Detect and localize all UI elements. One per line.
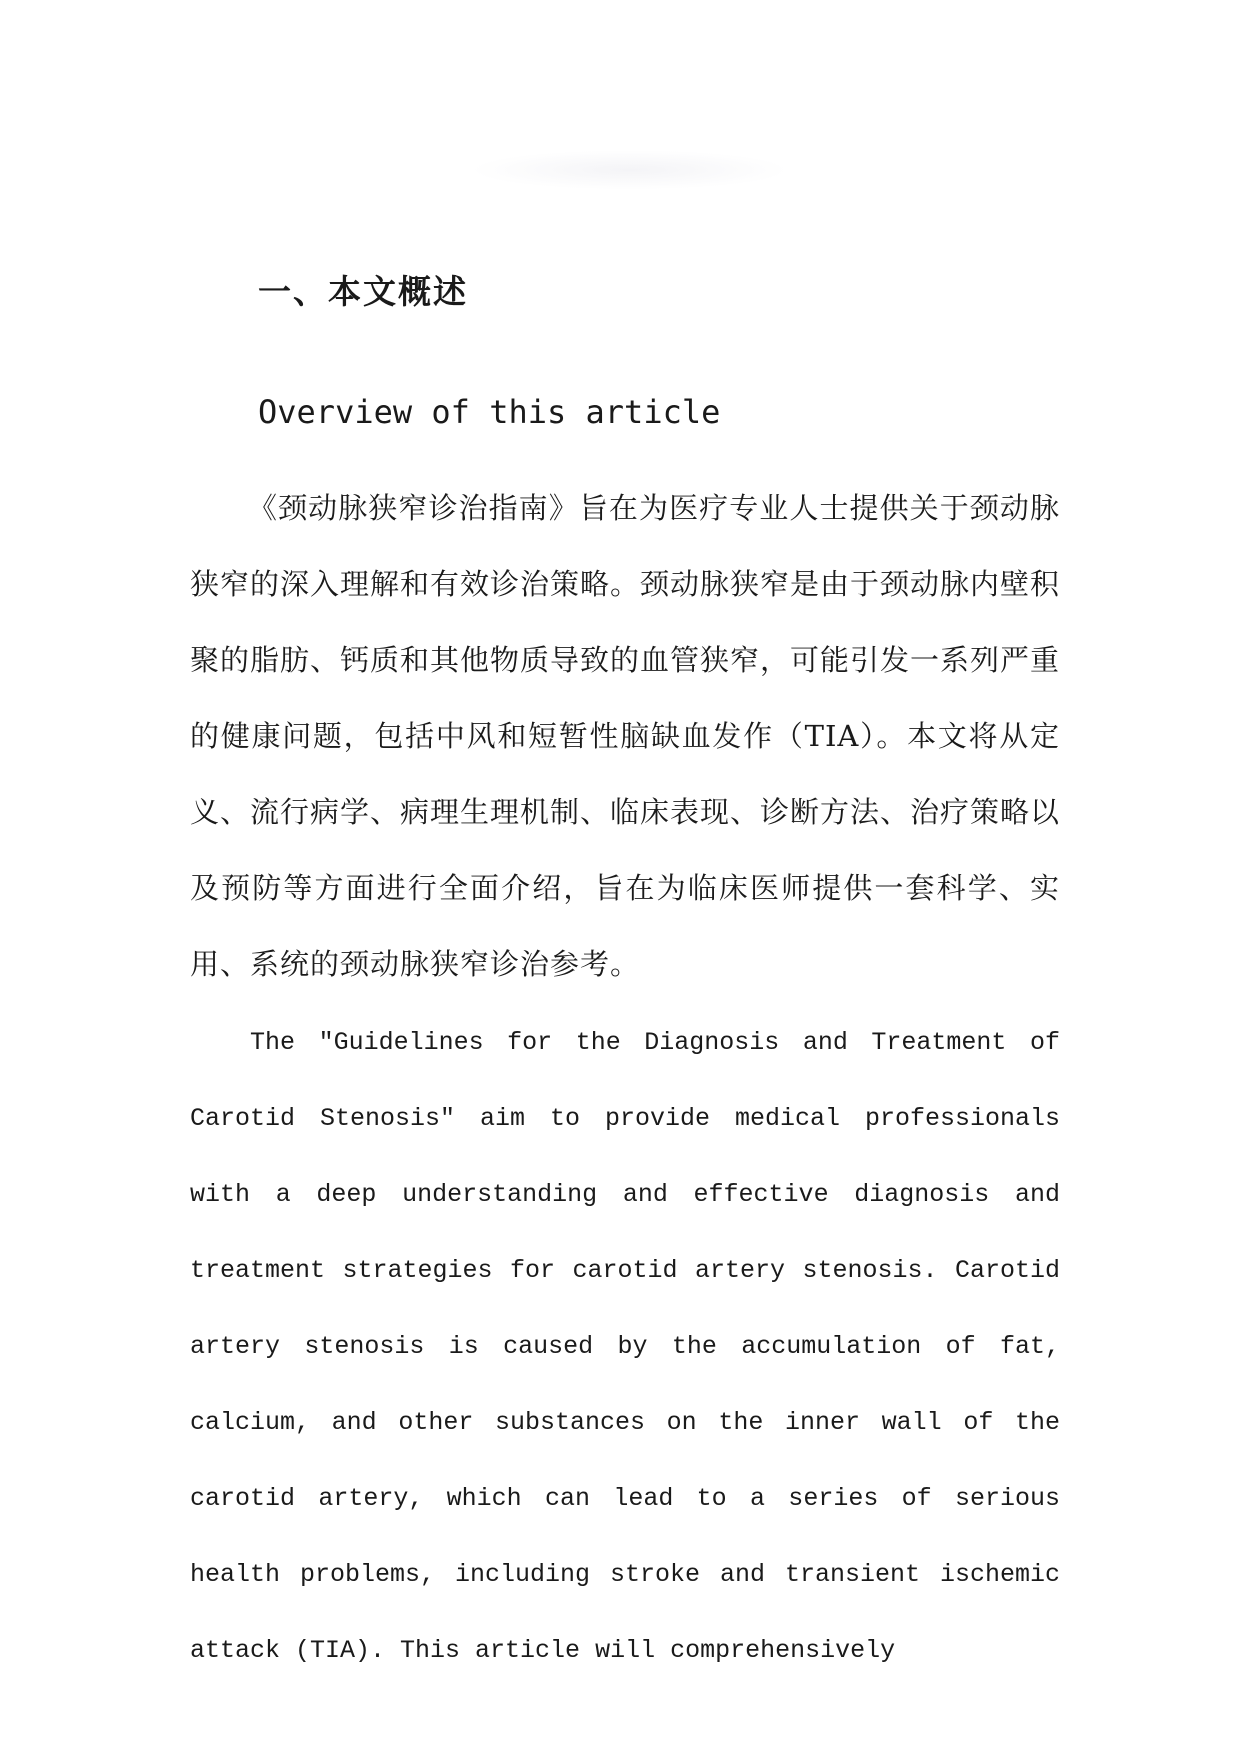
section-heading-en: Overview of this article: [258, 393, 721, 431]
paragraph-en: The "Guidelines for the Diagnosis and Treatment of Carotid Stenosis" aim to provide medical professionals with a deep understanding and effective diagnosis and treatment strategies for carotid artery stenosis. Carotid artery stenosis is caused by the accumulation of fat, calcium, and other substances on the inner wall of the carotid artery, which can lead to a series of serious health problems, including stroke and transient ischemic attack (TIA). This article will comprehensively: [190, 1028, 1060, 1665]
section-heading-zh: 一、本文概述: [258, 272, 468, 311]
faint-header-watermark: [470, 150, 790, 190]
paragraph-zh: 《颈动脉狭窄诊治指南》旨在为医疗专业人士提供关于颈动脉狭窄的深入理解和有效诊治策略。颈动脉狭窄是由于颈动脉内壁积聚的脂肪、钙质和其他物质导致的血管狭窄，可能引发一系列严重的健康问题，包括中风和短暂性脑缺血发作（TIA）。本文将从定义、流行病学、病理生理机制、临床表现、诊断方法、治疗策略以及预防等方面进行全面介绍，旨在为临床医师提供一套科学、实用、系统的颈动脉狭窄诊治参考。: [190, 491, 1061, 981]
